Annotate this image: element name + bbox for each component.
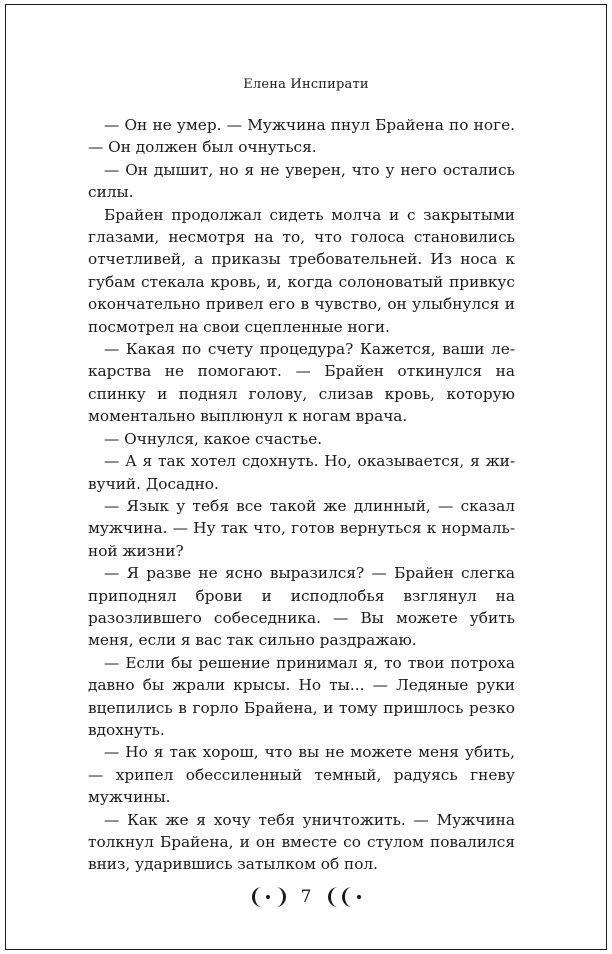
paragraph: — Очнулся, какое счастье. <box>104 429 323 448</box>
paragraph: — Он не умер. — Мужчина пнул Брайена по ноге. — Он должен был очнуться. <box>88 116 515 157</box>
running-header: Елена Инспирати <box>243 77 369 92</box>
page-footer <box>0 882 612 912</box>
paragraph: — Но я так хорош, что вы не можете меня убить, — хрипел обессиленный темный, радуясь гневу мужчины. <box>88 743 515 807</box>
paragraph: — Он дышит, но я не уверен, что у него остались силы. <box>88 160 515 202</box>
body-text <box>88 114 515 876</box>
page-number: 7 <box>300 887 312 907</box>
paragraph: — Как же я хочу тебя уничтожить. — Мужчина толкнул Брайена, и он вместе со стулом повалился вниз, ударившись затылком об пол. <box>88 810 515 874</box>
paragraph: — А я так хотел сдохнуть. Но, оказывается, я живучий. Досадно. <box>88 452 515 493</box>
paragraph: — Я разве не ясно выразился? — Брайен слегка приподнял брови и исподлобья взглянул на разозлившего собеседника. — Вы можете убить меня, если я вас так сильно раздражаю. <box>88 564 515 650</box>
paragraph: Брайен продолжал сидеть молча и с закрытыми глазами, несмотря на то, что голоса становились отчетливей, а приказы требовательней. Из носа к губам стекала кровь, и, когда солоноватый привкус окончательно привел его в чувство, он улыбнулся и посмотрел на свои сцепленные ноги. <box>88 205 515 336</box>
moon-phases-right-icon <box>323 884 363 910</box>
moon-phases-left-icon <box>249 884 289 910</box>
paragraph: — Язык у тебя все такой же длинный, — сказал мужчина. — Ну так что, готов вернуться к нормальной жизни? <box>88 496 515 560</box>
paragraph: — Если бы решение принимал я, то твои потроха давно бы жрали крысы. Но ты... — Ледяные руки вцепились в горло Брайена, и тому пришлось резко вдохнуть. <box>88 653 515 739</box>
paragraph: — Какая по счету процедура? Кажется, ваши лекарства не помогают. — Брайен откинулся на спинку и поднял голову, слизав кровь, которую моментально выплюнул к ногам врача. <box>88 340 515 426</box>
